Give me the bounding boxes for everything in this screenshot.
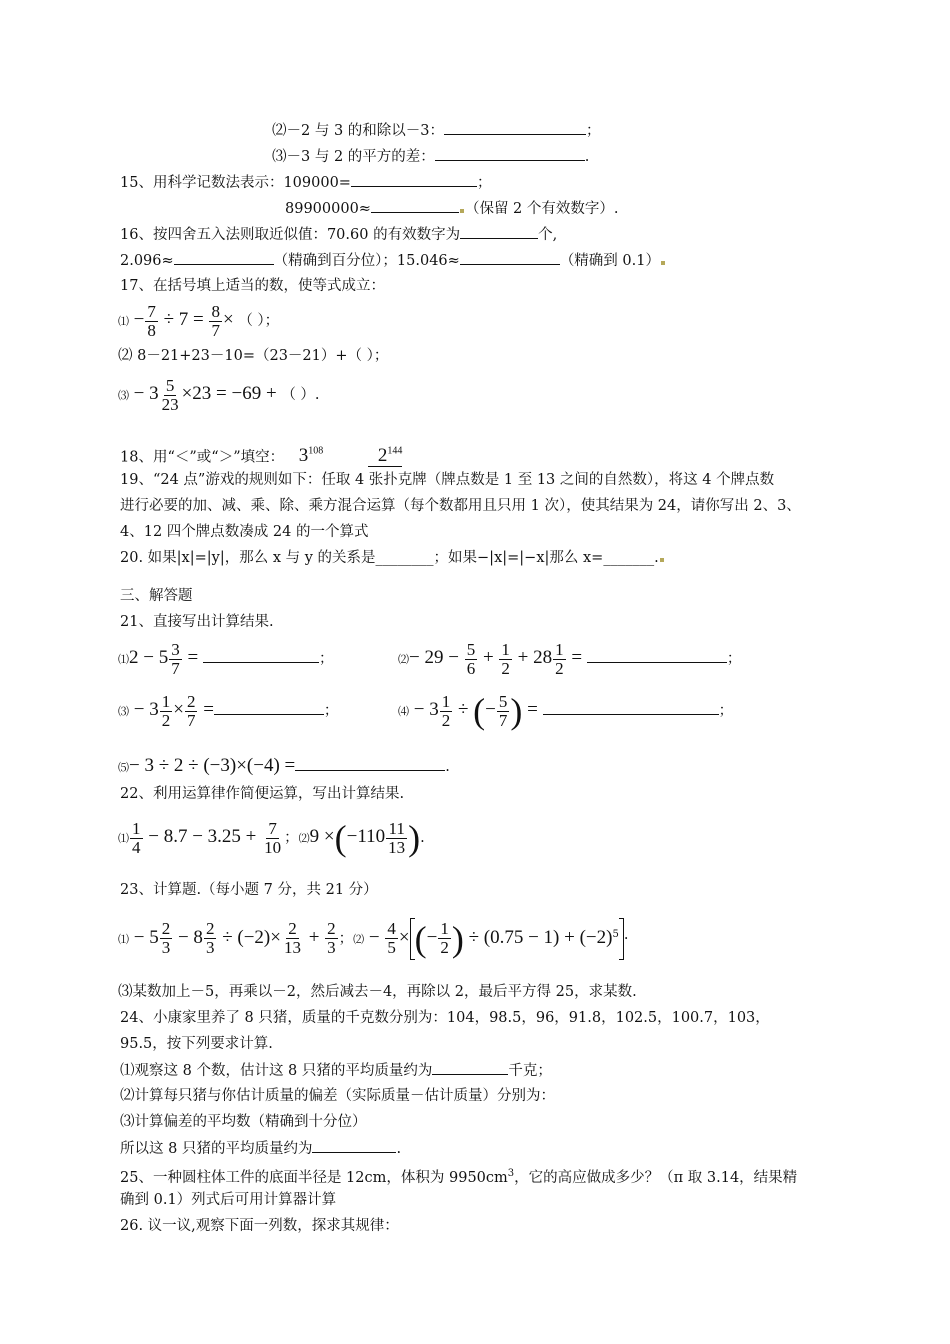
q17-part2	[118, 346, 388, 366]
q22-parts: ⑴ $\frac{1}{4}$ − 8.7 − 3.25 + $\frac{7}{10}$ ；⑵9 ×(−110 $\frac{11}{13}$ ).	[118, 818, 425, 858]
fraction: $\frac{5}{7}$	[498, 691, 508, 730]
answer-blank[interactable]	[432, 1060, 508, 1075]
q21-title	[120, 612, 274, 632]
q19-line1	[120, 470, 774, 490]
q21-p5-expr: − 3 ÷ 2 ÷ (−3)×(−4) =	[129, 755, 296, 776]
q18-text: 18、用“＜”或“＞”填空：	[120, 449, 285, 466]
q24-p3-text: ⑶计算偏差的平均数（精确到十分位）	[120, 1114, 367, 1130]
q25-text2: 确到 0.1）列式后可用计算器计算	[120, 1192, 337, 1208]
fraction: $\frac{11}{13}$	[388, 818, 406, 857]
part-label: ⑵	[353, 932, 365, 946]
q16-text2b: （精确到百分位）；15.046≈	[273, 253, 460, 269]
part-label: ⑴	[118, 932, 129, 946]
answer-blank[interactable]	[371, 198, 459, 213]
q24-p1-text: ⑴观察这 8 个数，估计这 8 只猪的平均质量约为	[120, 1063, 433, 1079]
power-base: 3	[298, 445, 309, 467]
q24-text: 95.5，按下列要求计算.	[120, 1036, 273, 1052]
q19-text: 19、“24 点”游戏的规则如下：任取 4 张扑克牌（牌点数是 1 至 13 之间的自然数），将这 4 个牌点数	[120, 472, 775, 488]
part-label: ⑶	[118, 705, 129, 718]
fraction: $\frac{2}{3}$	[161, 919, 171, 958]
q26-text: 26. 议一议,观察下面一列数，探求其规律：	[120, 1218, 399, 1234]
q25-line1: 25、一种圆柱体工件的底面半径是 12cm，体积为 $9950cm^3$，它的高应做成多少？（π 取 3.14，结果精	[120, 1168, 798, 1186]
q17-p1-tail: （ ）；	[238, 313, 280, 329]
power-1	[299, 445, 324, 466]
marker-dot	[660, 558, 664, 562]
answer-blank[interactable]	[214, 700, 324, 715]
fraction: $\frac{1}{4}$	[132, 818, 141, 857]
section-title	[120, 586, 193, 606]
q23-title	[120, 880, 378, 900]
answer-blank[interactable]	[295, 756, 445, 771]
answer-blank[interactable]	[174, 250, 274, 265]
fraction: $\frac{5}{6}$	[466, 639, 476, 678]
q24-p4-text: 所以这 8 只猪的平均质量约为	[120, 1141, 313, 1157]
part-label: ⑶	[118, 389, 129, 402]
q23-part3	[118, 982, 637, 1002]
fraction: $\frac{1}{2}$	[440, 919, 449, 958]
answer-blank[interactable]	[543, 700, 719, 715]
q16-text2a: 2.096≈	[120, 253, 174, 269]
q21-part2: ⑵− 29 − $\frac{5}{6}$ + $\frac{1}{2}$ + 28 $\frac{1}{2}$ = ；	[398, 639, 742, 678]
part-label: ⑵	[298, 832, 310, 845]
answer-blank[interactable]	[203, 648, 319, 663]
fraction: $\frac{7}{8}$	[147, 301, 156, 340]
power-base: 2	[377, 445, 388, 467]
q14-p2-text: ⑵－2 与 3 的和除以－3：	[272, 123, 445, 139]
q16-text: 16、按四舍五入法则取近似值：70.60 的有效数字为	[120, 227, 461, 243]
fraction: $\frac{4}{5}$	[387, 919, 396, 958]
q16-text2c: （精确到 0.1）	[559, 253, 660, 269]
q17-p2-text: ⑵ 8－21+23－10=（23－21）+（ ）；	[118, 348, 389, 364]
q24-text: 24、小康家里养了 8 只猪，质量的千克数分别为：104，98.5，96，91.8，102.5，100.7，103，	[120, 1010, 770, 1026]
q14-p3-text: ⑶－3 与 2 的平方的差：	[272, 149, 435, 165]
q16-line2	[120, 250, 666, 271]
fraction: $\frac{1}{2}$	[555, 639, 564, 678]
q24-p1-unit: 千克；	[508, 1063, 552, 1079]
q21-part5: ⑸− 3 ÷ 2 ÷ (−3)×(−4) = .	[118, 755, 450, 776]
fraction: $\frac{8}{7}$	[211, 301, 220, 340]
answer-blank[interactable]	[312, 1138, 396, 1153]
q21-part3: ⑶ − 3 $\frac{1}{2}$ × $\frac{2}{7}$ = ；	[118, 691, 339, 730]
q26	[120, 1216, 399, 1236]
q20-text: 20. 如果|x|=|y|，那么 x 与 y 的关系是________；如果−|x|=|−x|那么 x=_______.	[120, 550, 659, 566]
fraction: $\frac{2}{3}$	[205, 919, 215, 958]
section-heading: 三、解答题	[120, 588, 193, 604]
q14-part2: ⑵－2 与 3 的和除以－3： ；	[272, 120, 601, 141]
marker-dot	[460, 209, 464, 213]
q17-part3: ⑶ − 3 $\frac{5}{23}$ ×23 = −69 + （ ）.	[118, 375, 320, 414]
part-label: ⑸	[118, 761, 129, 774]
q24-line2	[120, 1034, 273, 1054]
q22-text: 22、利用运算律作简便运算，写出计算结果.	[120, 786, 405, 802]
q25-line2	[120, 1190, 336, 1210]
q21-text: 21、直接写出计算结果.	[120, 614, 274, 630]
q21-part4: ⑷ − 3 $\frac{1}{2}$ ÷ (− $\frac{5}{7}$ ) = ；	[398, 691, 734, 731]
answer-blank[interactable]	[444, 120, 586, 135]
marker-dot	[661, 261, 665, 265]
q19-text: 4、12 四个牌点数凑成 24 的一个算式	[120, 524, 369, 540]
q17-text: 17、在括号填上适当的数，使等式成立：	[120, 278, 385, 294]
q23-parts: ⑴ − 5 $\frac{2}{3}$ − 8 $\frac{2}{3}$ ÷ (−2)× $\frac{2}{13}$ + $\frac{2}{3}$ ；⑵ − $\frac{4}{5}$ × (− $\frac{1}{2}$ ) ÷ $(0.75 - 1) + (-2)^5$ ·	[118, 918, 629, 959]
q21-part1: ⑴2 − 5 $\frac{3}{7}$ = ；	[118, 639, 334, 678]
q24-p2-text: ⑵计算每只猪与你估计质量的偏差（实际质量－估计质量）分别为：	[120, 1088, 555, 1104]
power-exponent: 144	[387, 446, 403, 457]
q17-p3-expr: ×23 = −69 +	[181, 383, 277, 404]
q15-text: 15、用科学记数法表示：109000=	[120, 175, 351, 191]
answer-blank[interactable]	[587, 648, 727, 663]
part-label: ⑵	[398, 653, 409, 666]
right-bracket	[619, 918, 624, 960]
fraction: $\frac{2}{13}$	[283, 919, 301, 958]
part-label: ⑴	[118, 315, 129, 328]
q18	[120, 442, 402, 467]
q19-text: 进行必要的加、减、乘、除、乘方混合运算（每个数都用且只用 1 次），使其结果为 24，请你写出 2、3、	[120, 498, 801, 514]
power-2	[368, 445, 403, 467]
answer-blank[interactable]	[460, 250, 560, 265]
fraction: $\frac{1}{2}$	[161, 691, 171, 730]
answer-blank[interactable]	[351, 172, 477, 187]
q15-text2: 89900000≈	[285, 201, 371, 217]
part-label: ⑴	[118, 832, 129, 845]
fraction: $\frac{3}{7}$	[171, 639, 180, 678]
part-label: ⑴	[118, 653, 129, 666]
q24-line1	[120, 1008, 770, 1028]
q15-note: （保留 2 个有效数字）.	[464, 201, 619, 217]
q15-line1: 15、用科学记数法表示：109000= ；	[120, 172, 491, 193]
q17-p3-tail: （ ）.	[281, 387, 320, 403]
fraction: $\frac{2}{7}$	[186, 691, 196, 730]
power-exponent: 108	[308, 446, 324, 457]
q23-p3-text: ⑶某数加上－5，再乘以－2，然后减去－4，再除以 2，最后平方得 25，求某数.	[118, 984, 637, 1000]
q24-part1	[120, 1060, 552, 1081]
q19-line2	[120, 496, 801, 516]
q25-text-b: ，它的高应做成多少？（π 取 3.14，结果精	[514, 1169, 798, 1186]
fraction: $\frac{1}{2}$	[501, 639, 510, 678]
q17-title	[120, 276, 385, 296]
fraction: $\frac{1}{2}$	[441, 691, 451, 730]
q25-text: 25、一种圆柱体工件的底面半径是 12cm，体积为 9950cm	[120, 1169, 508, 1186]
q23-text: 23、计算题.（每小题 7 分，共 21 分）	[120, 882, 378, 898]
q24-part4: 所以这 8 只猪的平均质量约为 .	[120, 1138, 401, 1159]
q24-part3	[120, 1112, 367, 1132]
q22-title	[120, 784, 404, 804]
fraction: $\frac{2}{3}$	[327, 919, 336, 958]
q17-part1: ⑴ − $\frac{7}{8}$ ÷ 7 = $\frac{8}{7}$ × （ ）；	[118, 301, 280, 340]
q24-part2	[120, 1086, 555, 1106]
fraction: $\frac{5}{23}$	[161, 375, 179, 414]
q16-line1	[120, 224, 557, 245]
q19-line3	[120, 522, 368, 542]
q14-part3: ⑶－3 与 2 的平方的差： .	[272, 146, 589, 167]
q16-text-b: 个,	[538, 227, 558, 243]
part-label: ⑷	[398, 705, 409, 718]
q15-line2	[285, 198, 619, 219]
answer-blank[interactable]	[435, 146, 585, 161]
q20	[120, 548, 665, 568]
fraction: $\frac{7}{10}$	[264, 818, 282, 857]
answer-blank[interactable]	[460, 224, 538, 239]
